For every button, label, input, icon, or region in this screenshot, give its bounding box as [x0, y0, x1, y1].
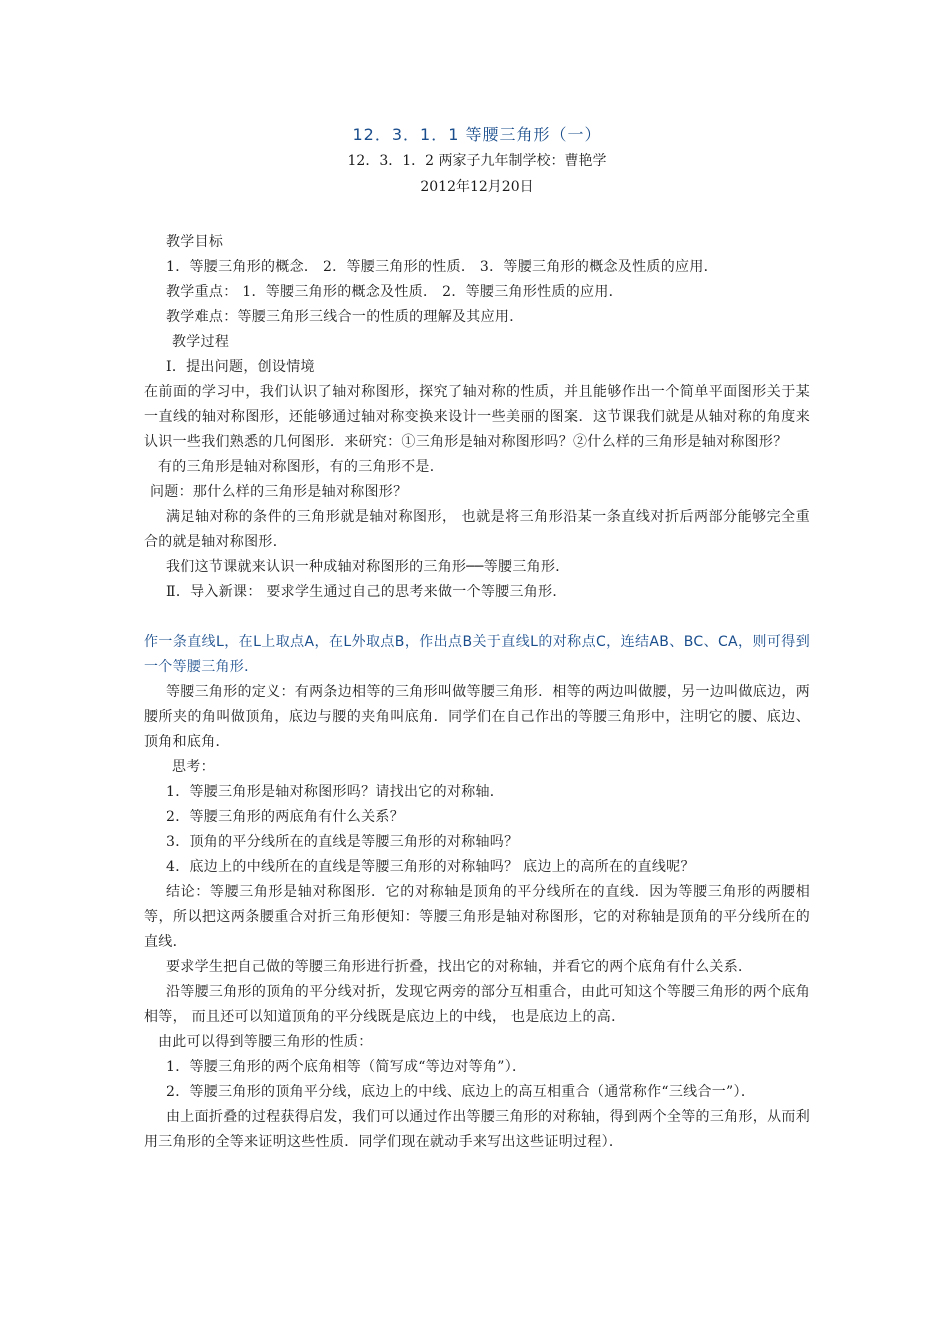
paragraph-answer: 有的三角形是轴对称图形，有的三角形不是．: [158, 459, 444, 475]
difficulty: 教学难点：等腰三角形三线合一的性质的理解及其应用．: [166, 309, 524, 325]
document-date: 2012年12月20日: [420, 179, 534, 195]
document-page: [144, 122, 810, 1155]
goals-list: 1．等腰三角形的概念． 2．等腰三角形的性质． 3．等腰三角形的概念及性质的应用．: [166, 259, 718, 275]
think-heading: 思考：: [172, 759, 215, 775]
goals-heading: 教学目标: [166, 234, 224, 250]
property-1: 1．等腰三角形的两个底角相等（简写成“等边对等角”）．: [166, 1059, 527, 1075]
question-4: 4．底边上的中线所在的直线是等腰三角形的对称轴吗？ 底边上的高所在的直线呢？: [166, 859, 695, 875]
paragraph-definition: 等腰三角形的定义：有两条边相等的三角形叫做等腰三角形．相等的两边叫做腰，另一边叫做底边，两腰所夹的角叫做顶角，底边与腰的夹角叫底角．同学们在自己作出的等腰三角形中，注明它的腰、底边、顶角和底角．: [144, 684, 810, 750]
part2-heading: Ⅱ．导入新课： 要求学生通过自己的思考来做一个等腰三角形．: [166, 584, 567, 600]
document-subtitle: 12．3．1．2 两家子九年制学校：曹艳学: [347, 153, 607, 169]
paragraph-condition: 满足轴对称的条件的三角形就是轴对称图形， 也就是将三角形沿某一条直线对折后两部分能够完全重合的就是轴对称图形．: [144, 509, 810, 550]
paragraph-fold: 要求学生把自己做的等腰三角形进行折叠，找出它的对称轴，并看它的两个底角有什么关系．: [166, 959, 753, 975]
question-1: 1．等腰三角形是轴对称图形吗？请找出它的对称轴．: [166, 784, 505, 800]
document-title: 12．3．1．1 等腰三角形（一）: [352, 125, 602, 144]
property-2: 2．等腰三角形的顶角平分线，底边上的中线、底边上的高互相重合（通常称作“三线合一”）．: [166, 1084, 756, 1100]
paragraph-construction: 作一条直线L，在L上取点A，在L外取点B，作出点B关于直线L的对称点C，连结AB、BC、CA，则可得到一个等腰三角形．: [144, 634, 810, 675]
paragraph-question: 问题：那什么样的三角形是轴对称图形？: [150, 484, 408, 500]
part1-heading: Ⅰ．提出问题，创设情境: [166, 359, 315, 375]
paragraph-intro: 在前面的学习中，我们认识了轴对称图形，探究了轴对称的性质，并且能够作出一个简单平面图形关于某一直线的轴对称图形，还能够通过轴对称变换来设计一些美丽的图案．这节课我们就是从轴对称的角度来认识一些我们熟悉的几何图形．来研究：①三角形是轴对称图形吗？②什么样的三角形是轴对称图形？: [144, 384, 810, 450]
process-heading: 教学过程: [172, 334, 230, 350]
key-points: 教学重点： 1．等腰三角形的概念及性质． 2．等腰三角形性质的应用．: [166, 284, 623, 300]
paragraph-discovery: 沿等腰三角形的顶角的平分线对折，发现它两旁的部分互相重合，由此可知这个等腰三角形的两个底角相等， 而且还可以知道顶角的平分线既是底边上的中线， 也是底边上的高．: [144, 984, 810, 1025]
paragraph-conclusion: 结论：等腰三角形是轴对称图形．它的对称轴是顶角的平分线所在的直线．因为等腰三角形的两腰相等，所以把这两条腰重合对折三角形便知：等腰三角形是轴对称图形，它的对称轴是顶角的平分线所在的直线．: [144, 884, 810, 950]
question-3: 3．顶角的平分线所在的直线是等腰三角形的对称轴吗？: [166, 834, 519, 850]
paragraph-proof: 由上面折叠的过程获得启发，我们可以通过作出等腰三角形的对称轴，得到两个全等的三角形，从而利用三角形的全等来证明这些性质．同学们现在就动手来写出这些证明过程）．: [144, 1109, 810, 1150]
paragraph-properties-intro: 由此可以得到等腰三角形的性质：: [158, 1034, 373, 1050]
question-2: 2．等腰三角形的两底角有什么关系？: [166, 809, 405, 825]
paragraph-topic: 我们这节课就来认识一种成轴对称图形的三角形──等腰三角形．: [166, 559, 570, 575]
